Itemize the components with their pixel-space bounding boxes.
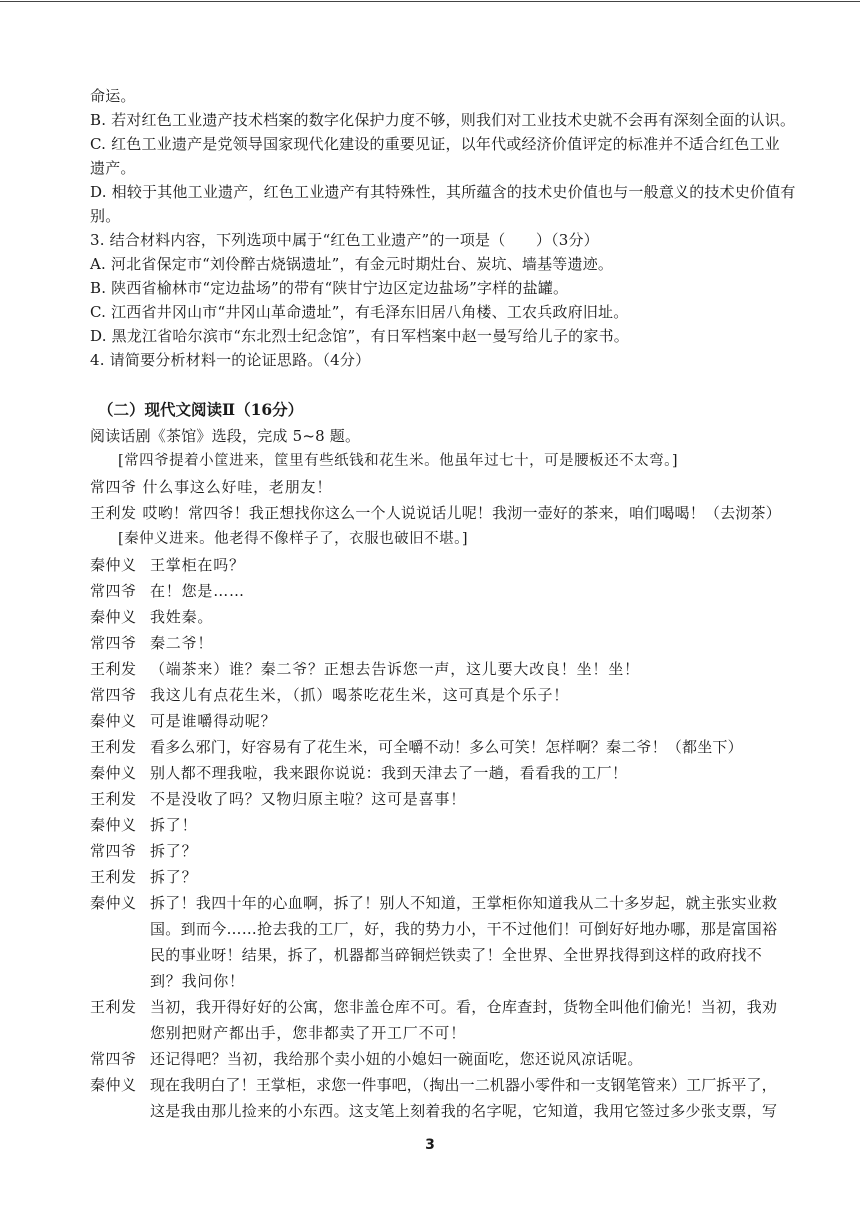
- speech-text: 还记得吧？当初，我给那个卖小妞的小媳妇一碗面吃，您还说风凉话呢。: [150, 1050, 643, 1068]
- dialogue-line: [90, 682, 780, 708]
- dialogue-line: [90, 838, 780, 864]
- speaker-name: 常四爷: [90, 478, 137, 496]
- dialogue-line: [90, 864, 780, 890]
- speaker-name: 秦仲义: [90, 556, 137, 574]
- dialogue-line: [90, 604, 780, 630]
- dialogue-line: [90, 500, 780, 526]
- speaker-name: 常四爷: [90, 842, 137, 860]
- speech-text: （端茶来）谁？秦二爷？正想去告诉您一声，这儿要大改良！坐！坐！: [150, 660, 640, 678]
- speaker-name: 王利发: [90, 504, 137, 522]
- speech-text: 拆了？: [150, 868, 198, 886]
- dialogue-line: [90, 734, 780, 760]
- dialogue-line: [90, 578, 780, 604]
- speech-text: [150, 1072, 780, 1124]
- section-intro: 阅读话剧《茶馆》选段，完成 5~8 题。: [90, 427, 361, 445]
- page-content: [90, 84, 796, 1124]
- speech-text: 拆了？: [150, 842, 198, 860]
- speaker-name: 王利发: [90, 998, 137, 1016]
- option-c-line-2: 遗产。: [90, 159, 136, 177]
- question-3-option-a: A. 河北省保定市“刘伶醉古烧锅遗址”，有金元时期灶台、炭坑、墙基等遗迹。: [90, 255, 614, 273]
- question-3-option-c: C. 江西省井冈山市“井冈山革命遗址”，有毛泽东旧居八角楼、工农兵政府旧址。: [90, 303, 629, 321]
- dialogue-line: [90, 474, 780, 500]
- option-c-line-1: C. 红色工业遗产是党领导国家现代化建设的重要见证，以年代或经济价值评定的标准并不适合红色工业: [90, 135, 780, 153]
- speech-text: 可是谁嚼得动呢？: [150, 712, 277, 730]
- speaker-name: 王利发: [90, 660, 137, 678]
- dialogue-line: [90, 994, 780, 1046]
- speech-line: 民的事业呀！结果，拆了，机器都当碎铜烂铁卖了！全世界、全世界找得到这样的政府找不: [150, 946, 763, 964]
- speaker-name: 秦仲义: [90, 764, 137, 782]
- speech-text: 哎哟！常四爷！我正想找你这么一个人说说话儿呢！我沏一壶好的茶来，咱们喝喝！（去沏茶）: [142, 504, 781, 522]
- question-3-stem: 3. 结合材料内容，下列选项中属于“红色工业遗产”的一项是（ ）（3分）: [90, 231, 599, 249]
- continued-text: 命运。: [90, 87, 136, 105]
- speaker-name: 秦仲义: [90, 816, 137, 834]
- speaker-name: 王利发: [90, 868, 137, 886]
- dialogue-line: [90, 812, 780, 838]
- speech-text: [150, 890, 780, 994]
- dialogue-line: [90, 760, 780, 786]
- page-number: 3: [425, 1137, 435, 1153]
- speech-text: 王掌柜在吗？: [150, 556, 245, 574]
- speaker-name: 秦仲义: [90, 712, 137, 730]
- dialogue-line: [90, 1046, 780, 1072]
- dialogue-line: [90, 630, 780, 656]
- option-d-line-1: D. 相较于其他工业遗产，红色工业遗产有其特殊性，其所蕴含的技术史价值也与一般意义的技术史价值有: [90, 183, 796, 201]
- speech-text: 别人都不理我啦，我来跟你说说：我到天津去了一趟，看看我的工厂！: [150, 764, 628, 782]
- top-border-line: [0, 1, 860, 2]
- speech-text: 什么事这么好哇，老朋友！: [142, 478, 333, 496]
- speaker-name: 王利发: [90, 738, 137, 756]
- speech-text: 在！您是……: [150, 582, 245, 600]
- dialogue-line: [90, 708, 780, 734]
- stage-direction: [常四爷提着小筐进来，筐里有些纸钱和花生米。他虽年过七十，可是腰板还不太弯。]: [118, 453, 679, 469]
- speech-line: 当初，我开得好好的公寓，您非盖仓库不可。看，仓库查封，货物全叫他们偷光！当初，我劝: [150, 998, 778, 1016]
- speaker-name: 常四爷: [90, 634, 137, 652]
- speaker-name: 秦仲义: [90, 1076, 137, 1094]
- speech-line: 拆了！我四十年的心血啊，拆了！别人不知道，王掌柜你知道我从二十多岁起，就主张实业救: [150, 894, 778, 912]
- speech-line: 您别把财产都出手，您非都卖了开工厂不可！: [150, 1024, 467, 1042]
- speech-text: 我这儿有点花生米，（抓）喝茶吃花生米，这可真是个乐子！: [150, 686, 570, 704]
- option-b: B. 若对红色工业遗产技术档案的数字化保护力度不够，则我们对工业技术史就不会再有深刻全面的认识。: [90, 111, 796, 129]
- speech-text: 拆了！: [150, 816, 198, 834]
- question-3-option-b: B. 陕西省榆林市“定边盐场”的带有“陕甘宁边区定边盐场”字样的盐罐。: [90, 279, 569, 297]
- speech-line: 这是我由那儿捡来的小东西。这支笔上刻着我的名字呢，它知道，我用它签过多少张支票，写: [150, 1102, 778, 1120]
- dialogue-line: [90, 656, 780, 682]
- speech-text: 不是没收了吗？又物归原主啦？这可是喜事！: [150, 790, 467, 808]
- speaker-name: 秦仲义: [90, 608, 137, 626]
- stage-direction: [秦仲义进来。他老得不像样子了，衣服也破旧不堪。]: [118, 531, 469, 547]
- dialogue-line: [90, 890, 780, 994]
- option-d-line-2: 别。: [90, 207, 121, 225]
- speech-text: 看多么邪门，好容易有了花生米，可全嚼不动！多么可笑！怎样啊？秦二爷！（都坐下）: [150, 738, 743, 756]
- speech-line: 国。到而今……抢去我的工厂，好，我的势力小，干不过他们！可倒好好地办哪，那是富国裕: [150, 920, 778, 938]
- section-title: （二）现代文阅读Ⅱ（16分）: [98, 400, 304, 419]
- speech-line: 现在我明白了！王掌柜，求您一件事吧，（掏出一二机器小零件和一支钢笔管来）工厂拆平了，: [150, 1076, 777, 1094]
- speech-line: 到？我问你！: [150, 972, 245, 990]
- dialogue-line: [90, 552, 780, 578]
- dialogue-line: [90, 786, 780, 812]
- speaker-name: 常四爷: [90, 686, 137, 704]
- speech-text: 我姓秦。: [150, 608, 214, 626]
- speaker-name: 王利发: [90, 790, 137, 808]
- question-4-stem: 4. 请简要分析材料一的论证思路。（4分）: [90, 351, 371, 369]
- speaker-name: 秦仲义: [90, 894, 137, 912]
- speech-text: 秦二爷！: [150, 634, 214, 652]
- speaker-name: 常四爷: [90, 582, 137, 600]
- speech-text: [150, 994, 780, 1046]
- question-3-option-d: D. 黑龙江省哈尔滨市“东北烈士纪念馆”，有日军档案中赵一曼写给儿子的家书。: [90, 327, 629, 345]
- speaker-name: 常四爷: [90, 1050, 137, 1068]
- dialogue-line: [90, 1072, 780, 1124]
